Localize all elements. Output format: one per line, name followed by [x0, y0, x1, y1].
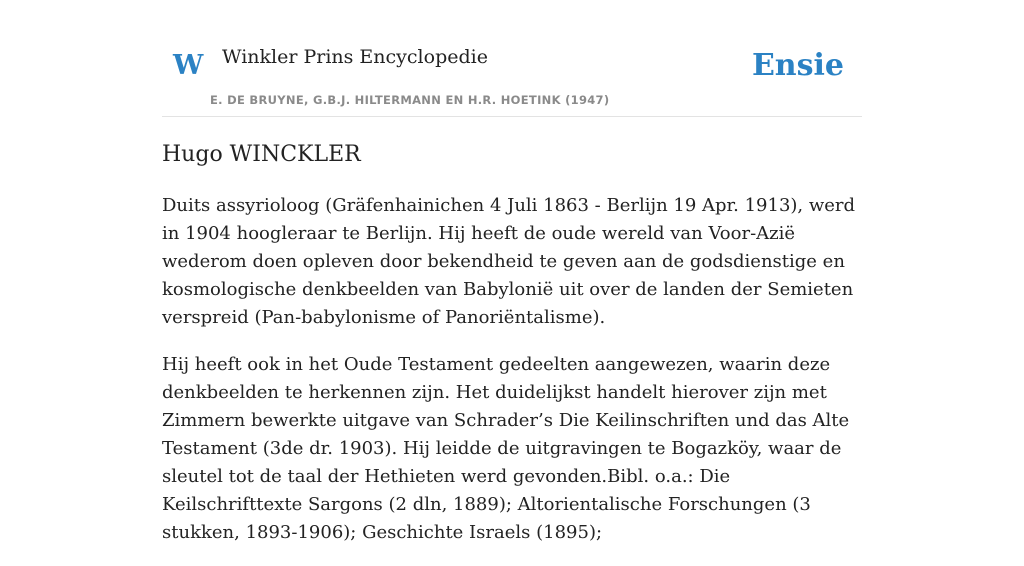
site-header	[162, 0, 862, 117]
article-title: Hugo WINCKLER	[162, 142, 361, 167]
ensie-brand-logo[interactable]: Ensie	[751, 48, 844, 83]
article-paragraph: Hij heeft ook in het Oude Testament gedeelten aangewezen, waarin deze denkbeelden te herkennen zijn. Het duidelijkst handelt hierover zijn met Zimmern bewerkte uitgave van Schrader’s Die Keilinschriften und das Alte Testament (3de dr. 1903). Hij leidde de uitgravingen te Bogazköy, waar de sleutel tot de taal der Hethieten werd gevonden.Bibl. o.a.: Die Keilschrifttexte Sargons (2 dln, 1889); Altorientalische Forschungen (3 stukken, 1893-1906); Geschichte Israels (1895);	[162, 354, 850, 543]
winkler-prins-logo[interactable]: W	[173, 50, 204, 81]
article-paragraph: Duits assyrioloog (Gräfenhainichen 4 Juli 1863 - Berlijn 19 Apr. 1913), werd in 1904 hoogleraar te Berlijn. Hij heeft de oude wereld van Voor-Azië wederom doen opleven door bekendheid te geven aan de godsdienstige en kosmologische denkbeelden van Babylonië uit over de landen der Semieten verspreid (Pan-babylonisme of Panoriëntalisme).	[162, 195, 856, 328]
site-authors: E. DE BRUYNE, G.B.J. HILTERMANN EN H.R. HOETINK (1947)	[210, 93, 610, 107]
site-title: Winkler Prins Encyclopedie	[222, 46, 488, 68]
article-body	[162, 192, 862, 547]
article	[162, 140, 862, 566]
